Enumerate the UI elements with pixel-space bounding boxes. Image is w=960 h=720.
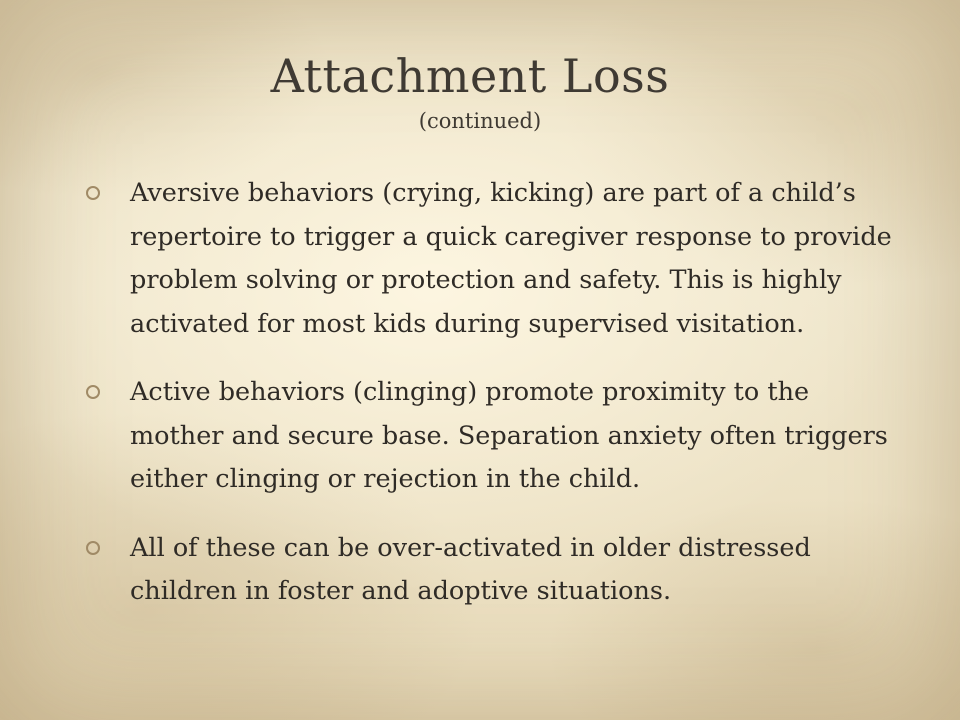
bullet-text: Aversive behaviors (crying, kicking) are part of a child’s repertoire to trigger a quick caregiver response to provide problem solving or protection and safety. This is highly activated for most kids during supervised visitation. (130, 178, 892, 339)
bullet-item (86, 527, 906, 614)
bullet-item (86, 371, 906, 502)
bullet-list (86, 172, 906, 639)
hollow-circle-bullet-icon (86, 186, 100, 200)
title-block (0, 46, 960, 136)
slide-title: Attachment Loss (270, 49, 670, 103)
bullet-text: All of these can be over-activated in older distressed children in foster and adoptive situations. (130, 532, 811, 606)
hollow-circle-bullet-icon (86, 385, 100, 399)
bullet-item (86, 172, 906, 346)
hollow-circle-bullet-icon (86, 541, 100, 555)
bullet-text: Active behaviors (clinging) promote proximity to the mother and secure base. Separation anxiety often triggers either clinging or rejection in the child. (130, 377, 888, 494)
slide-subtitle: (continued) (418, 109, 542, 133)
